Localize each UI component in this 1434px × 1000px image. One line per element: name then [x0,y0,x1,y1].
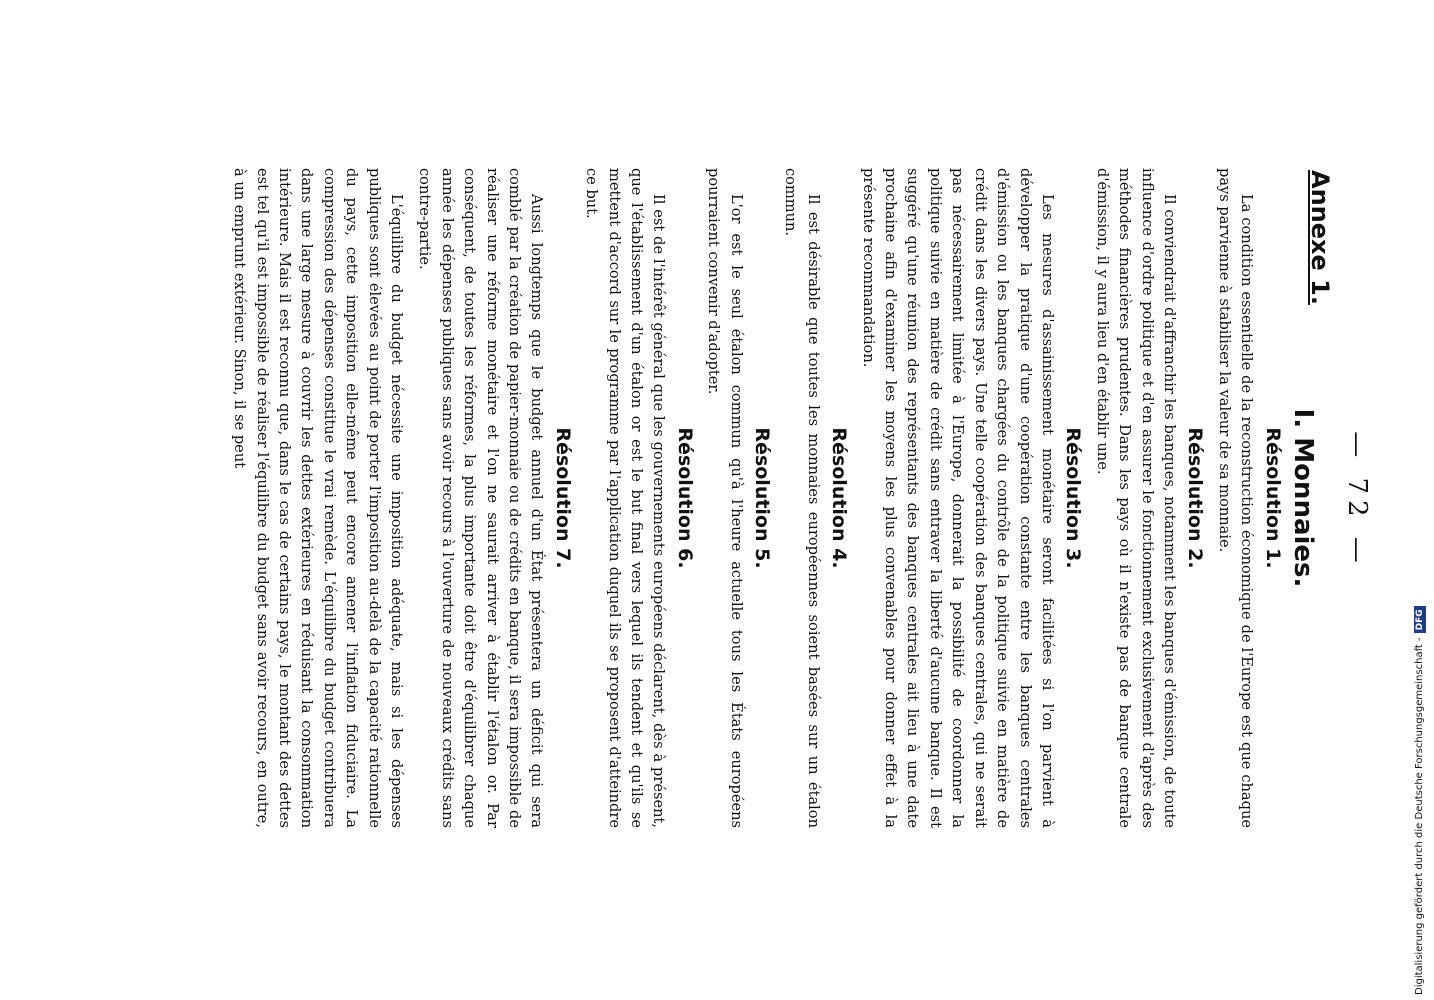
dfg-logo: DFG [1414,606,1426,633]
resolution-6-title: Résolution 6. [673,427,696,569]
resolution-4-title: Résolution 4. [828,427,851,569]
resolution-5-text: L'or est le seul étalon commun qu'à l'heure actuelle tous les États européens pourraient convenir d'adopter. [705,168,745,828]
resolution-6-text: Il est de l'intérêt général que les gouvernements européens déclarent, dès à présent, que l'établissement d'un étalon or est le but final vers lequel ils tendent et qu'ils se mettent d'accord sur le programme par l'application duquel ils se proposent d'atteindre ce but. [583,168,668,828]
digitization-note-text: Digitalisierung gefördert durch die Deutsche Forschungsgemeinschaft - [1414,637,1425,995]
annex-label: Annexe 1. [1306,170,1334,305]
page-number: — 72 — [1342,431,1372,569]
resolution-2-title: Résolution 2. [1184,427,1207,569]
resolution-7-text-2: L'équilibre du budget nécessite une imposition adéquate, mais si les dépenses publiques sont élevées au point de porter l'imposition au-delà de la capacité rationnelle du pays, cette imposition elle-même peut encore amener l'inflation fiduciaire. La compression des dépenses constitue le vrai remède. L'équilibre du budget contribuera dans une large mesure à couvrir les dettes extérieures en réduisant la consommation intérieure. Mais il est reconnu que, dans le cas de certains pays, le montant des dettes est tel qu'il est impossible de réaliser l'équilibre du budget sans avoir recours, en outre, à un emprunt extérieur. Sinon, il se peut [231,168,405,828]
resolution-2-text: Il conviendrait d'affranchir les banques, notamment les banques d'émission, de toute influence d'ordre politique et d'en assurer le fonctionnement exclusivement d'après des méthodes financières prudentes. Dans les pays où il n'existe pas de banque centrale d'émission, il y aura lieu d'en établir une. [1093,168,1178,828]
resolution-3-text: Les mesures d'assainissement monétaire seront facilitées si l'on parvient à développer la pratique d'une coopération constante entre les banques centrales d'émission ou les banques chargées du contrôle de la politique suivie en matière de crédit dans les divers pays. Une telle coopération des banques centrales, qui ne serait pas nécessairement limitée à l'Europe, donnerait la possibilité de coordonner la politique suivie en matière de crédit sans entraver la liberté d'aucune banque. Il est suggéré qu'une réunion des représentants des banques centrales ait lieu à une date prochaine afin d'examiner les moyens les plus convenables pour donner effet à la présente recommandation. [859,168,1056,828]
resolution-1-text: La condition essentielle de la reconstruction économique de l'Europe est que chaque pays parvienne à stabiliser la valeur de sa monnaie. [1215,168,1256,828]
resolution-1-title: Résolution 1. [1261,427,1284,569]
resolution-7-title: Résolution 7. [551,427,574,569]
section-title: I. Monnaies. [1288,408,1318,588]
digitization-note [1414,606,1426,995]
resolution-4-text: Il est désirable que toutes les monnaies européennes soient basées sur un étalon commun. [782,168,822,828]
resolution-7-text-1: Aussi longtemps que le budget annuel d'un État présentera un déficit qui sera comblé par la création de papier-monnaie ou de crédits en banque, il sera impossible de réaliser une réforme monétaire et l'on ne saurait arriver à établir l'étalon or. Par conséquent, de toutes les réformes, la plus importante doit être d'équilibrer chaque année les dépenses publiques sans avoir recours à l'ouverture de nouveaux crédits sans contre-partie. [416,168,546,828]
resolution-3-title: Résolution 3. [1062,427,1085,569]
resolution-5-title: Résolution 5. [751,427,774,569]
document-body [222,168,1318,828]
